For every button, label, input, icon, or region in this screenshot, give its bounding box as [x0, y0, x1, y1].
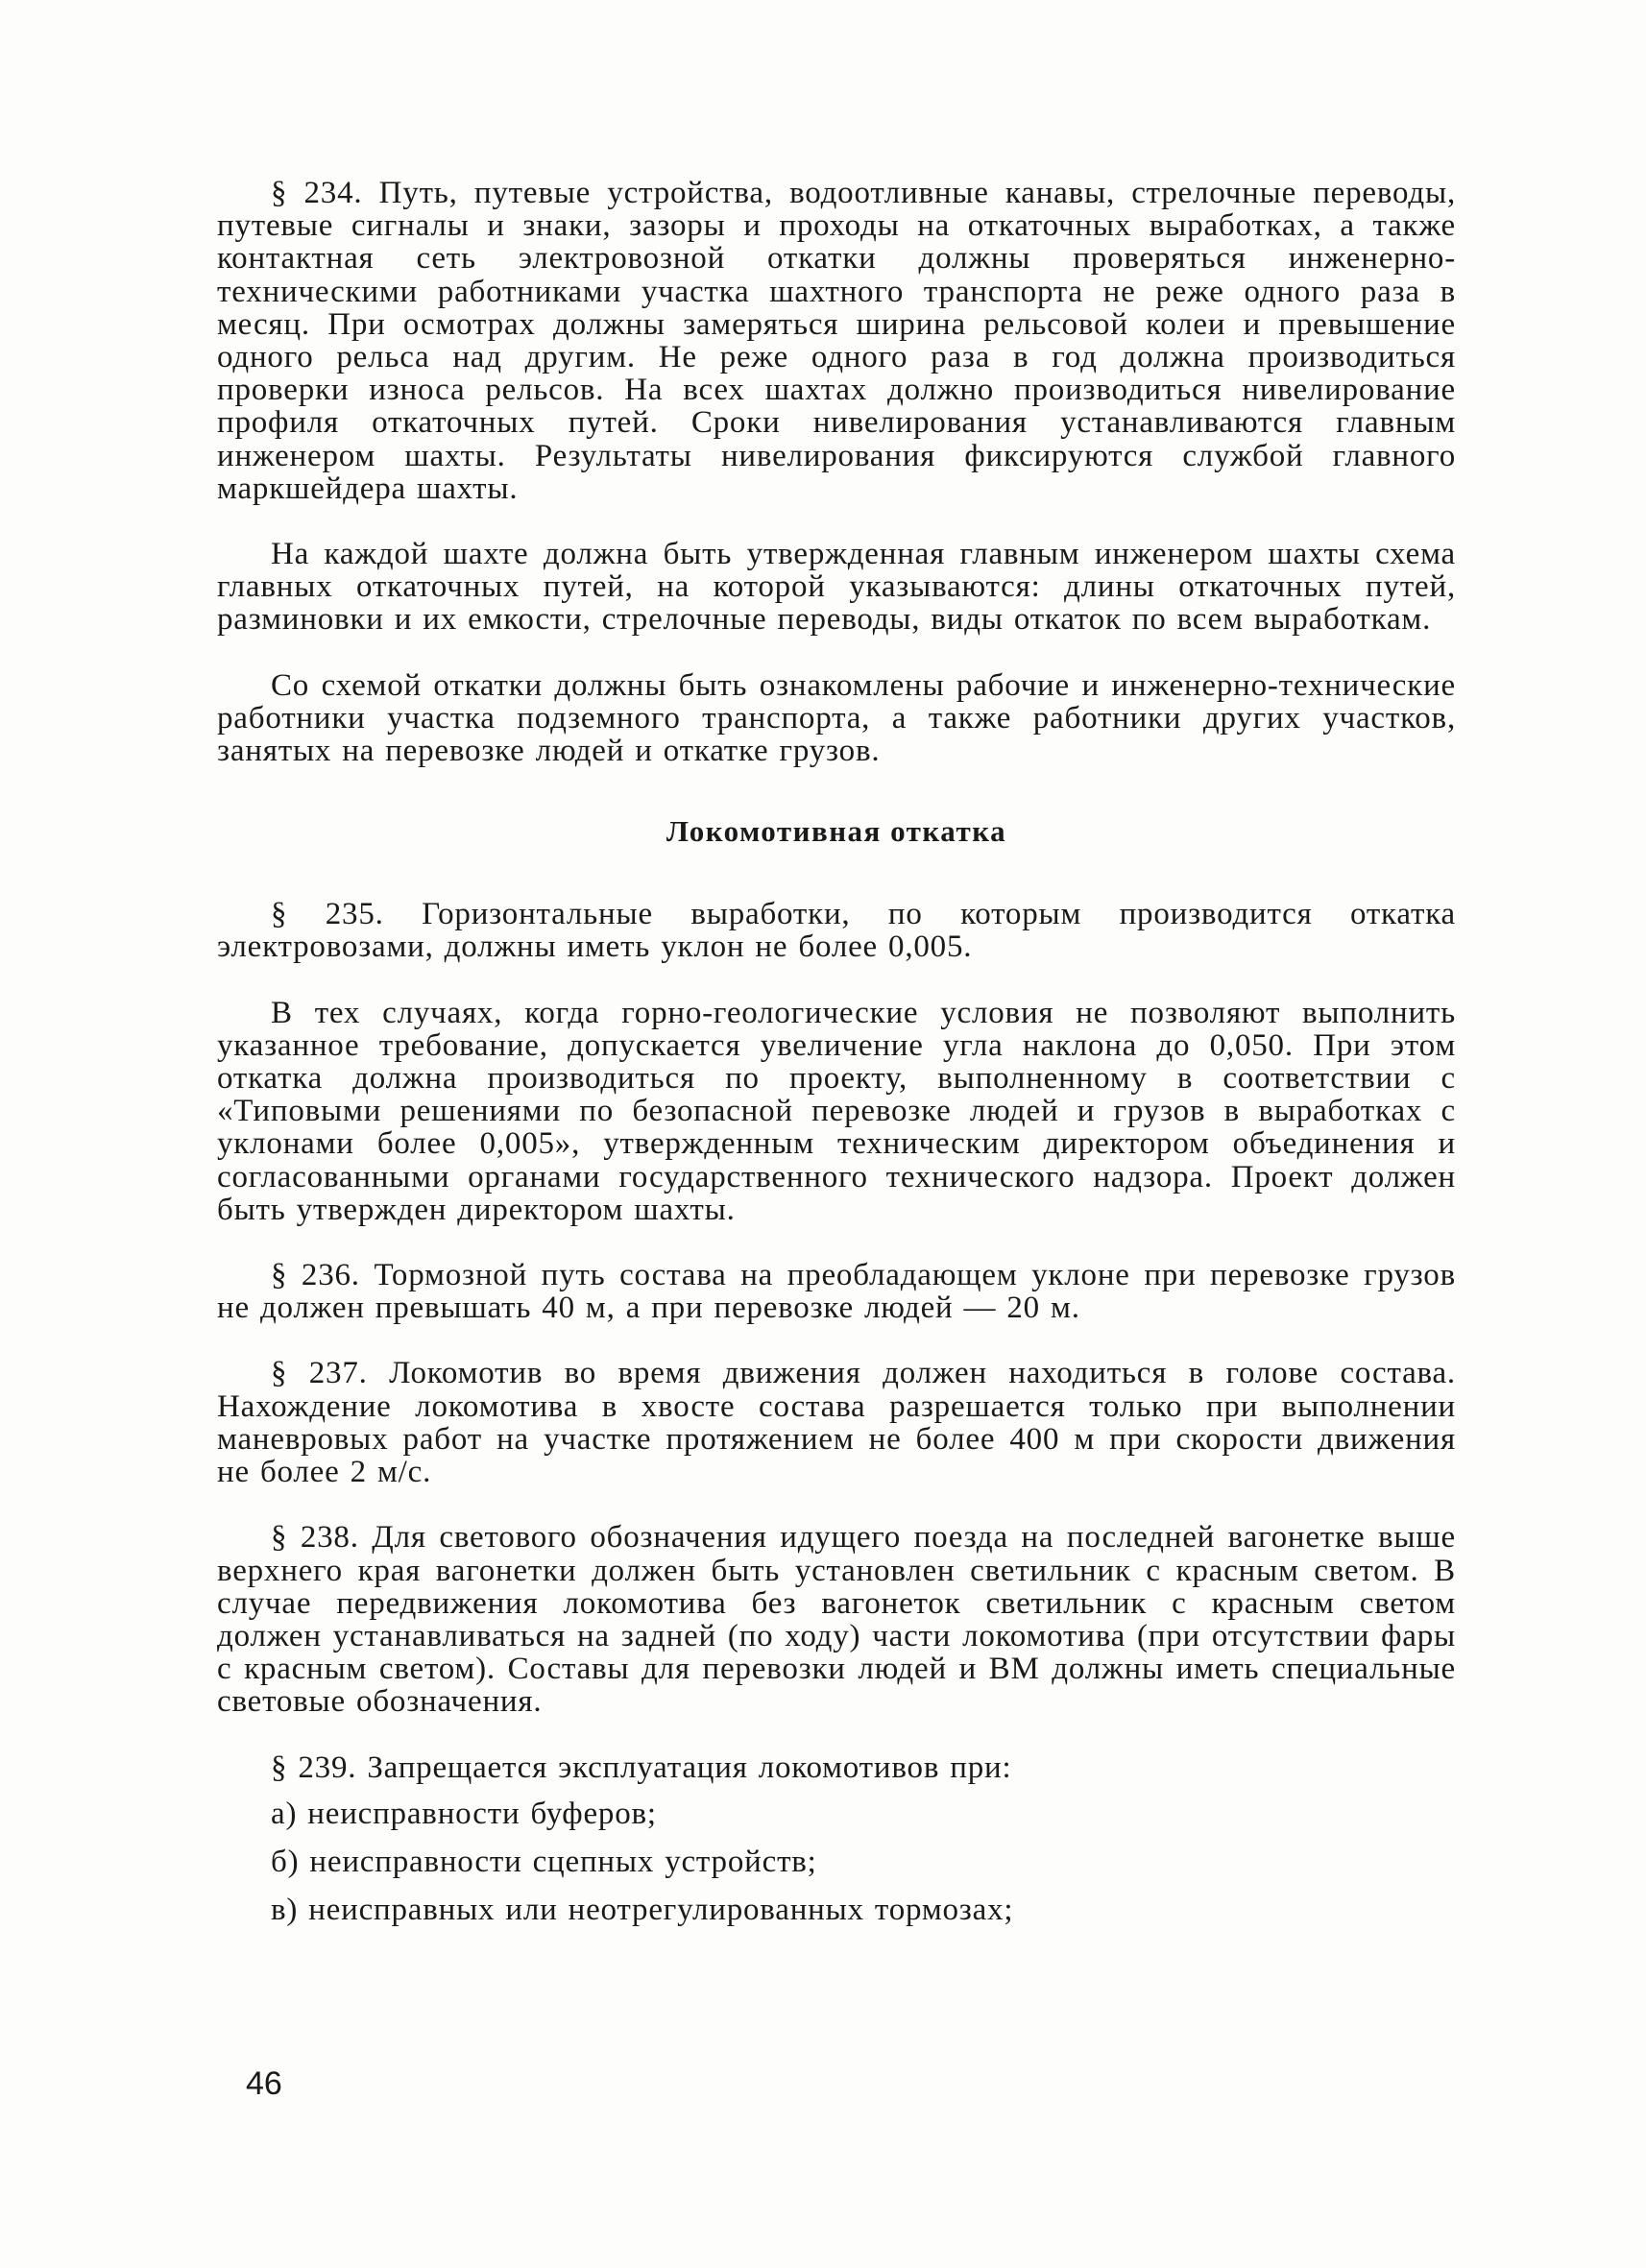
- paragraph-239: § 239. Запрещается эксплуатация локомотивов при:: [271, 1749, 1012, 1785]
- paragraph-237: § 237. Локомотив во время движения должен находиться в голове состава. Нахождение локомотива в хвосте состава разрешается только при выполнении маневровых работ на участке протяжением не более 400 м при скорости движения не более 2 м/с.: [217, 1356, 1456, 1490]
- list-item-a: а) неисправности буферов;: [271, 1796, 657, 1831]
- page-number: 46: [246, 2065, 282, 2102]
- page-body: [217, 177, 1456, 1940]
- paragraph-235-exceptions: В тех случаях, когда горно-геологические условия не позволяют выполнить указанное требование, допускается увеличение угла наклона до 0,050. При этом откатка должна производиться по проекту, выполненному в соответствии с «Типовыми решениями по безопасной перевозке людей и грузов в выработках с уклонами более 0,005», утвержденным техническим директором объединения и согласованными органами государственного технического надзора. Проект должен быть утвержден директором шахты.: [217, 995, 1456, 1227]
- paragraph-scheme-familiarization: Со схемой откатки должны быть ознакомлены рабочие и инженерно-технические работники участка подземного транспорта, а также работники других участков, занятых на перевозке людей и откатке грузов.: [217, 667, 1456, 769]
- paragraph-haulage-scheme: На каждой шахте должна быть утвержденная главным инженером шахты схема главных откаточных путей, на которой указываются: длины откаточных путей, разминовки и их емкости, стрелочные переводы, виды откаток по всем выработкам.: [217, 537, 1456, 638]
- list-item-c: в) неисправных или неотрегулированных тормозах;: [271, 1892, 1014, 1927]
- section-heading: Локомотивная откатка: [666, 814, 1007, 849]
- paragraph-234: § 234. Путь, путевые устройства, водоотливные канавы, стрелочные переводы, путевые сигналы и знаки, зазоры и проходы на откаточных выработках, а также контактная сеть электровозной откатки должны проверяться инженерно-техническими работниками участка шахтного транспорта не реже одного раза в месяц. При осмотрах должны замеряться ширина рельсовой колеи и превышение одного рельса над другим. Не реже одного раза в год должна производиться проверки износа рельсов. На всех шахтах должно производиться нивелирование профиля откаточных путей. Сроки нивелирования устанавливаются главным инженером шахты. Результаты нивелирования фиксируются службой главного маркшейдера шахты.: [217, 176, 1456, 506]
- list-item-b: б) неисправности сцепных устройств;: [271, 1844, 817, 1879]
- paragraph-236: § 236. Тормозной путь состава на преобладающем уклоне при перевозке грузов не должен превышать 40 м, а при перевозке людей — 20 м.: [217, 1258, 1456, 1326]
- paragraph-235: § 235. Горизонтальные выработки, по которым производится откатка электровозами, должны иметь уклон не более 0,005.: [217, 897, 1456, 965]
- paragraph-238: § 238. Для светового обозначения идущего поезда на последней вагонетке выше верхнего края вагонетки должен быть установлен светильник с красным светом. В случае передвижения локомотива без вагонеток светильник с красным светом должен устанавливаться на задней (по ходу) части локомотива (при отсутствии фары с красным светом). Составы для перевозки людей и ВМ должны иметь специальные световые обозначения.: [217, 1520, 1456, 1720]
